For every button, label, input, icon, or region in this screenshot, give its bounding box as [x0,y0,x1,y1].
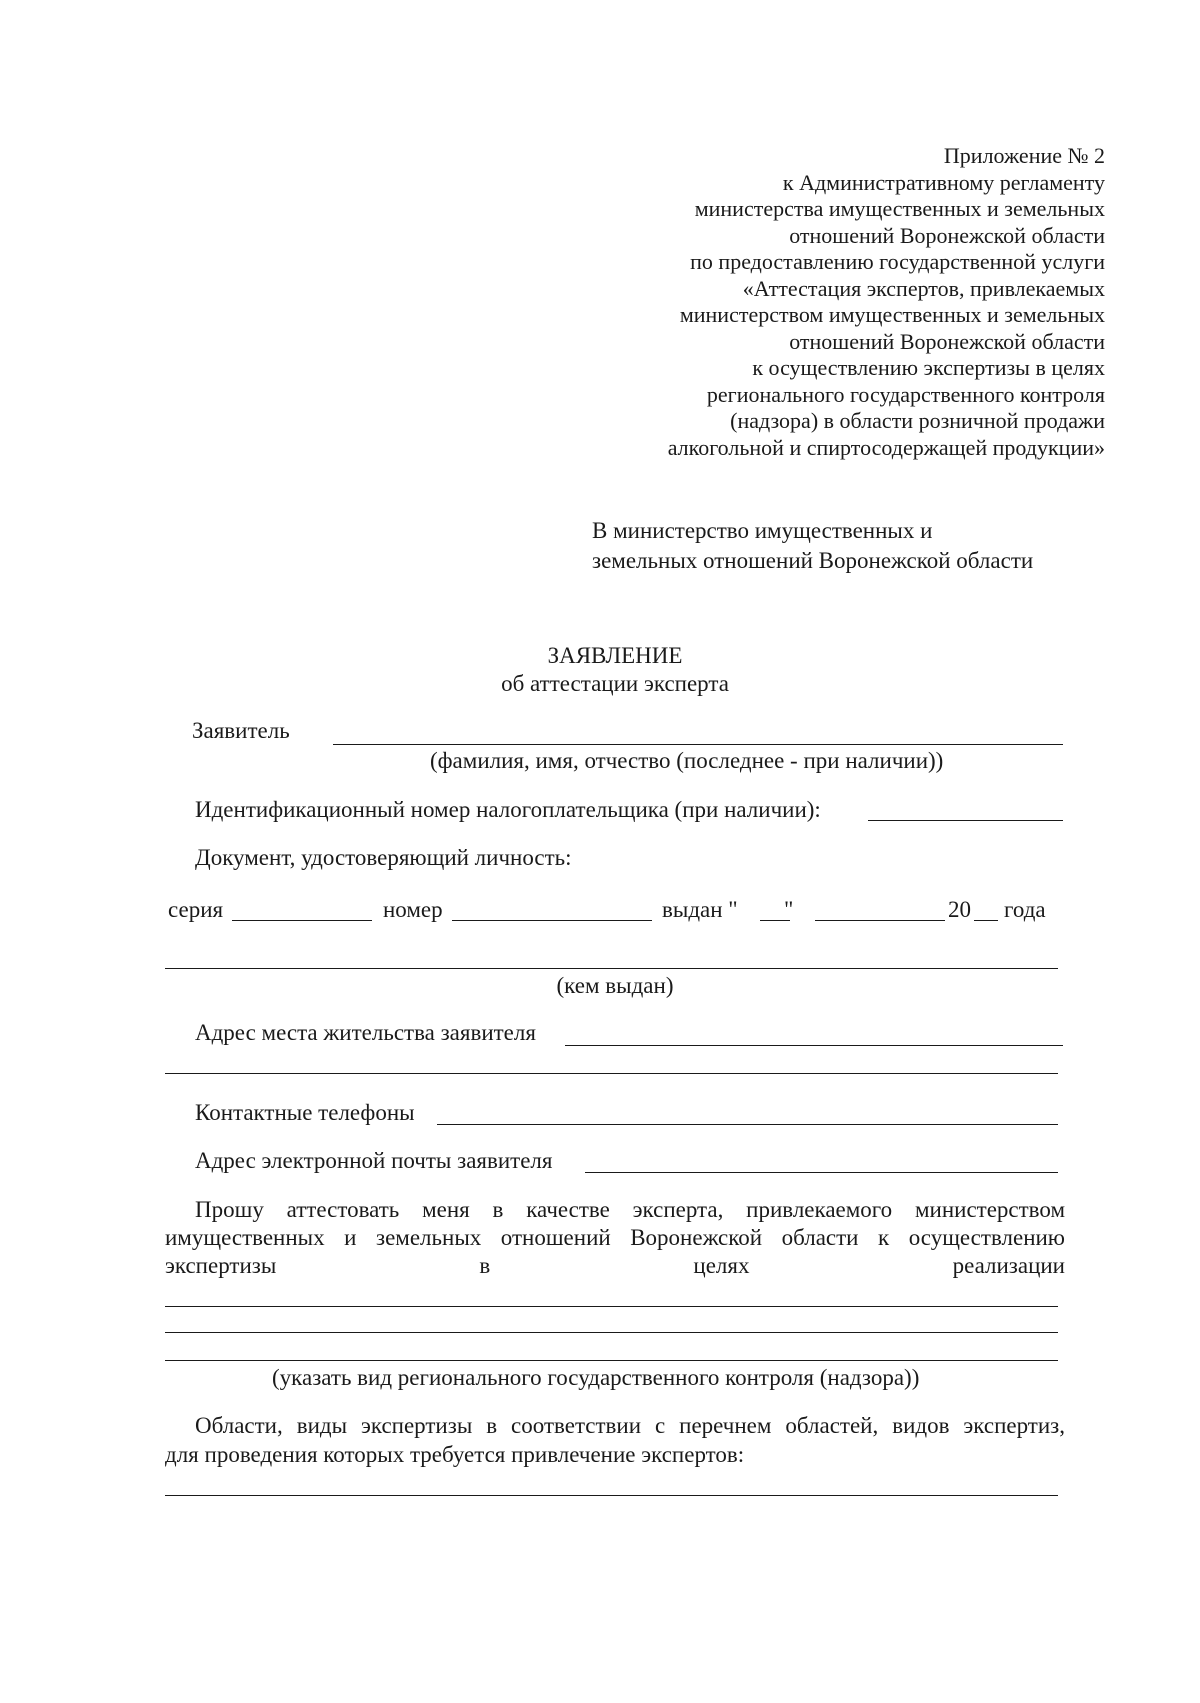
annex-line: Приложение № 2 [943,143,1105,168]
addressee-block [592,516,1033,576]
annex-line: алкогольной и спиртосодержащей продукции» [667,434,1105,460]
addressee-line-2: земельных отношений Воронежской области [592,548,1034,573]
inn-label: Идентификационный номер налогоплательщика (при наличии): [195,797,821,822]
annex-line: министерства имущественных и земельных [694,196,1105,221]
document-subtitle: об аттестации эксперта [501,671,729,696]
applicant-name-field[interactable] [333,744,1063,745]
control-type-field-line-1[interactable] [165,1306,1058,1307]
annex-line: (надзора) в области розничной продажи [730,408,1105,433]
control-type-field-line-2[interactable] [165,1332,1058,1333]
document-title: ЗАЯВЛЕНИЕ [547,643,683,668]
areas-field[interactable] [165,1495,1058,1496]
id-document-label: Документ, удостоверяющий личность: [195,845,572,870]
areas-line-1: Области, виды экспертизы в соответствии с перечнем областей, видов экспертиз, [195,1413,1065,1438]
annex-line: по предоставлению государственной услуги [690,249,1105,274]
areas-line-2: для проведения которых требуется привлечение экспертов: [165,1442,745,1467]
issued-by-caption: (кем выдан) [556,973,674,998]
annex-line: к осуществлению экспертизы в целях [752,355,1105,380]
email-label: Адрес электронной почты заявителя [195,1148,553,1173]
annex-line: отношений Воронежской области [789,328,1105,354]
issued-year-field[interactable] [974,920,998,921]
series-label: серия [168,897,224,922]
annex-line: министерством имущественных и земельных [679,302,1105,327]
control-type-field-line-3[interactable] [165,1360,1058,1361]
annex-line: «Аттестация экспертов, привлекаемых [742,275,1105,301]
year-suffix: года [1004,897,1046,922]
phones-label: Контактные телефоны [195,1100,415,1125]
addressee-line-1: В министерство имущественных и [592,518,933,543]
annex-line: регионального государственного контроля [706,381,1105,407]
number-field[interactable] [452,920,652,921]
series-field[interactable] [232,920,372,921]
applicant-label: Заявитель [192,718,290,743]
applicant-caption: (фамилия, имя, отчество (последнее - при наличии)) [430,748,944,773]
issued-quote: " [784,897,794,922]
annex-line: отношений Воронежской области [789,222,1105,248]
annex-block [668,143,1105,461]
phones-field[interactable] [437,1124,1058,1125]
email-field[interactable] [585,1172,1058,1173]
address-field-line-2[interactable] [165,1073,1058,1074]
request-line-3: экспертизы в целях реализации [165,1253,1065,1278]
address-label: Адрес места жительства заявителя [195,1020,536,1045]
number-label: номер [383,897,443,922]
issued-label: выдан " [662,897,738,922]
address-field-line-1[interactable] [565,1045,1063,1046]
request-line-1: Прошу аттестовать меня в качестве эксперта, привлекаемого министерством [195,1197,1065,1222]
inn-field[interactable] [868,820,1063,821]
issued-by-field[interactable] [165,968,1058,969]
annex-line: к Административному регламенту [782,169,1105,195]
control-type-caption: (указать вид регионального государственного контроля (надзора)) [272,1365,920,1390]
issued-month-field[interactable] [815,920,945,921]
year-prefix: 20 [948,897,971,922]
request-line-2: имущественных и земельных отношений Воронежской области к осуществлению [165,1225,1065,1250]
